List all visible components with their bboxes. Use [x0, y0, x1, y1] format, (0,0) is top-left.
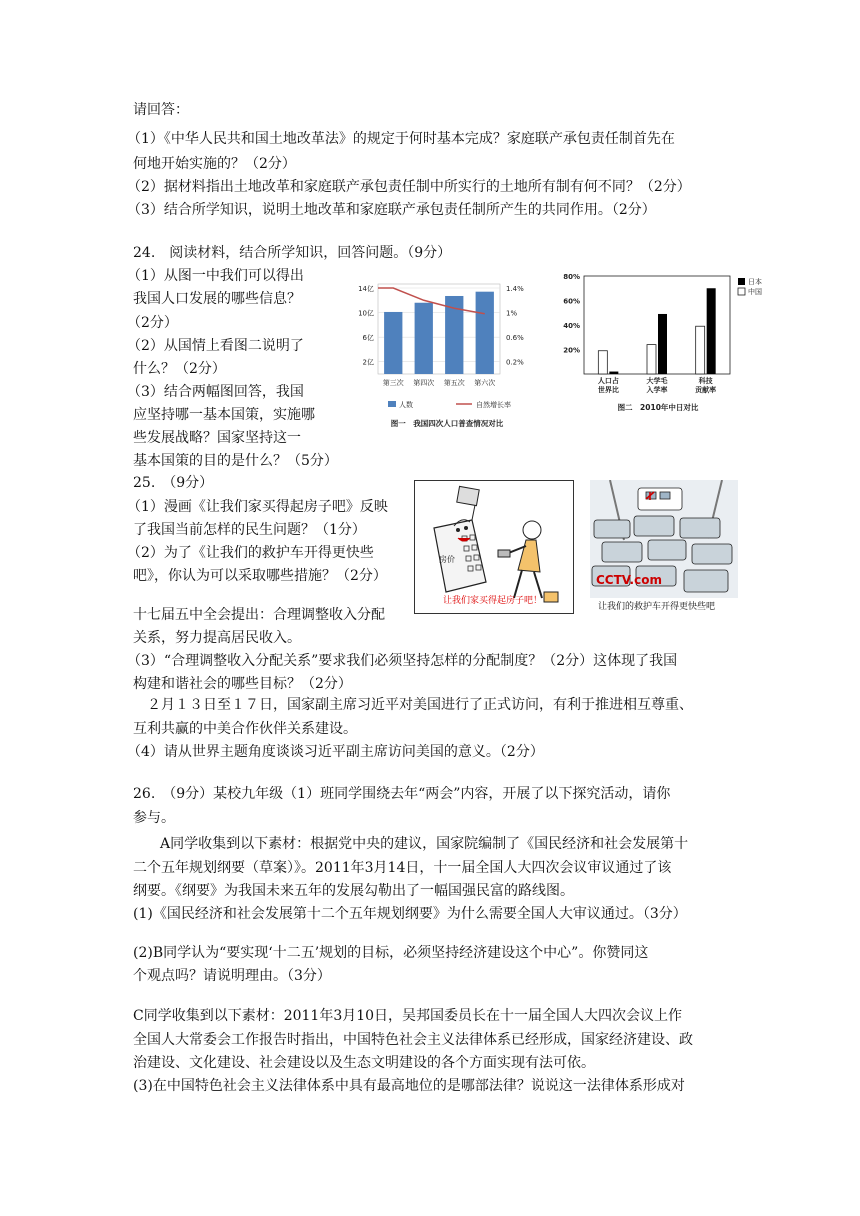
y-tick-left: 6亿	[362, 334, 374, 343]
bar-japan	[658, 314, 667, 374]
y-tick-left: 10亿	[358, 309, 374, 318]
x-tick: 人口占	[597, 377, 619, 385]
q25-material: 互利共赢的中美合作伙伴关系建设。	[133, 721, 357, 737]
price-sign: 房价	[439, 555, 455, 564]
x-tick: 第五次	[443, 379, 465, 387]
bar-population	[384, 312, 402, 374]
q24-text: （2）从国情上看图二说明了	[127, 338, 304, 354]
q25-text: （1）漫画《让我们家买得起房子吧》反映	[127, 499, 388, 515]
population-census-chart	[340, 276, 554, 432]
bar-china	[598, 351, 607, 374]
bar-china	[647, 345, 656, 374]
q24-text: 些发展战略？国家坚持这一	[133, 430, 301, 446]
q24-heading: 24. 阅读材料，结合所学知识，回答问题。（9分）	[133, 245, 452, 261]
q26-text: 参与。	[133, 810, 175, 826]
q24-text: 应坚持哪一基本国策，实施哪	[133, 407, 315, 423]
q25-text: （2）为了《让我们的救护车开得更快些	[127, 545, 374, 561]
legend-label-population: 人数	[399, 401, 413, 409]
q26-heading: 26. （9分）某校九年级（1）班同学围绕去年“两会”内容，开展了以下探究活动，请你	[133, 786, 671, 802]
china-japan-comparison-chart	[558, 268, 784, 418]
x-tick: 科技	[698, 377, 713, 385]
x-tick: 第六次	[474, 379, 496, 387]
x-tick: 第四次	[413, 379, 435, 387]
q24-text: 基本国策的目的是什么？（5分）	[133, 453, 338, 469]
y-tick: 40%	[563, 322, 580, 330]
bar-population	[415, 303, 433, 374]
q25-material: 十七届五中全会提出：合理调整收入分配	[133, 607, 385, 623]
y-tick: 60%	[563, 297, 580, 306]
question-1-line-2: 何地开始实施的？（2分）	[133, 156, 296, 172]
legend-label-growth: 自然增长率	[476, 401, 511, 409]
bar-population	[476, 292, 494, 374]
q25-text: （4）请从世界主题角度谈谈习近平副主席访问美国的意义。（2分）	[127, 744, 544, 760]
q25-text: 构建和谐社会的哪些目标？（2分）	[133, 676, 352, 692]
q26-text: A同学收集到以下素材：根据党中央的建议，国家院编制了《国民经济和社会发展第十	[160, 836, 689, 852]
house-price-cartoon	[414, 480, 574, 614]
q26-text: (2)B同学认为“要实现‘十二五’规划的目标，必须坚持经济建设这个中心”。你赞同这	[133, 945, 649, 961]
x-tick: 世界比	[597, 386, 619, 394]
ambulance-cartoon-drawing	[590, 480, 738, 598]
house-price-cartoon-drawing	[414, 480, 574, 614]
x-tick: 入学率	[646, 386, 668, 394]
q25-material: 关系，努力提高居民收入。	[133, 630, 301, 646]
q24-text: 我国人口发展的哪些信息？	[133, 291, 301, 307]
chart-title: 图一 我国四次人口普查情况对比	[390, 419, 504, 428]
house-cartoon-caption: 让我们家买得起房子吧！	[443, 596, 543, 606]
q25-text: 吧》，你认为可以采取哪些措施？（2分）	[133, 568, 387, 584]
legend-label-japan: 日本	[748, 278, 762, 286]
bar-china	[696, 326, 705, 374]
q26-text: C同学收集到以下素材：2011年3月10日，吴邦国委员长在十一届全国人大四次会议上作	[133, 1008, 683, 1024]
legend-swatch-china	[738, 288, 745, 295]
ambulance-cartoon-caption: 让我们的救护车开得更快些吧	[598, 602, 716, 612]
q25-text: 了我国当前怎样的民生问题？（1分）	[133, 522, 366, 538]
question-2-line: （2）据材料指出土地改革和家庭联产承包责任制中所实行的土地所有制有何不同？（2分）	[127, 179, 691, 195]
x-tick: 第三次	[382, 379, 404, 387]
q25-heading: 25. （9分）	[133, 475, 214, 491]
legend-label-china: 中国	[748, 288, 762, 296]
q24-text: （3）结合两幅图回答，我国	[127, 384, 304, 400]
q26-text: 二个五年规划纲要（草案）》。2011年3月14日，十一届全国人大四次会议审议通过了该	[133, 860, 672, 876]
y-tick-right: 0.2%	[506, 358, 524, 367]
q26-text: 全国人大常委会工作报告时指出，中国特色社会主义法律体系已经形成，国家经济建设、政	[133, 1032, 693, 1048]
y-tick-left: 14亿	[358, 285, 374, 293]
bar-japan	[707, 288, 716, 374]
q26-text: (1)《国民经济和社会发展第十二个五年规划纲要》为什么需要全国人大审议通过。（3分）	[133, 906, 687, 922]
y-tick: 80%	[563, 273, 580, 281]
question-1-line-1: （1）《中华人民共和国土地改革法》的规定于何时基本完成？家庭联产承包责任制首先在	[127, 131, 675, 147]
q26-text: (3)在中国特色社会主义法律体系中具有最高地位的是哪部法律？说说这一法律体系形成对	[133, 1078, 685, 1094]
q26-text: 纲要。《纲要》为我国未来五年的发展勾勒出了一幅国强民富的路线图。	[133, 883, 574, 899]
y-tick-right: 1.4%	[506, 285, 524, 293]
q26-text: 个观点吗？请说明理由。（3分）	[133, 968, 331, 984]
y-tick: 20%	[563, 346, 580, 355]
x-tick: 贡献率	[695, 386, 717, 394]
q25-material: ２月１３日至１７日，国家副主席习近平对美国进行了正式访问，有利于推进相互尊重、	[147, 697, 693, 713]
y-tick-left: 2亿	[362, 358, 374, 367]
legend-swatch-japan	[738, 278, 745, 285]
x-tick: 大学毛	[646, 377, 668, 385]
y-tick-right: 0.6%	[506, 334, 524, 343]
question-3-line: （3）结合所学知识，说明土地改革和家庭联产承包责任制所产生的共同作用。（2分）	[127, 202, 656, 218]
cctv-logo: CCTV.com	[596, 573, 662, 587]
q24-text: 什么？（2分）	[133, 361, 226, 377]
text-line: 请回答：	[133, 102, 189, 118]
q26-text: 治建设、文化建设、社会建设以及生态文明建设的各个方面实现有法可依。	[133, 1055, 595, 1071]
ambulance-cartoon	[590, 480, 738, 598]
bar-japan	[609, 372, 618, 374]
chart-title: 图二 2010年中日对比	[617, 403, 699, 412]
y-tick-right: 1%	[506, 309, 518, 318]
legend-swatch-population	[388, 401, 396, 407]
q24-text: （2分）	[127, 315, 178, 331]
q24-text: （1）从图一中我们可以得出	[127, 268, 304, 284]
q25-text: （3）“合理调整收入分配关系”要求我们必须坚持怎样的分配制度？（2分）这体现了我国	[127, 653, 678, 669]
